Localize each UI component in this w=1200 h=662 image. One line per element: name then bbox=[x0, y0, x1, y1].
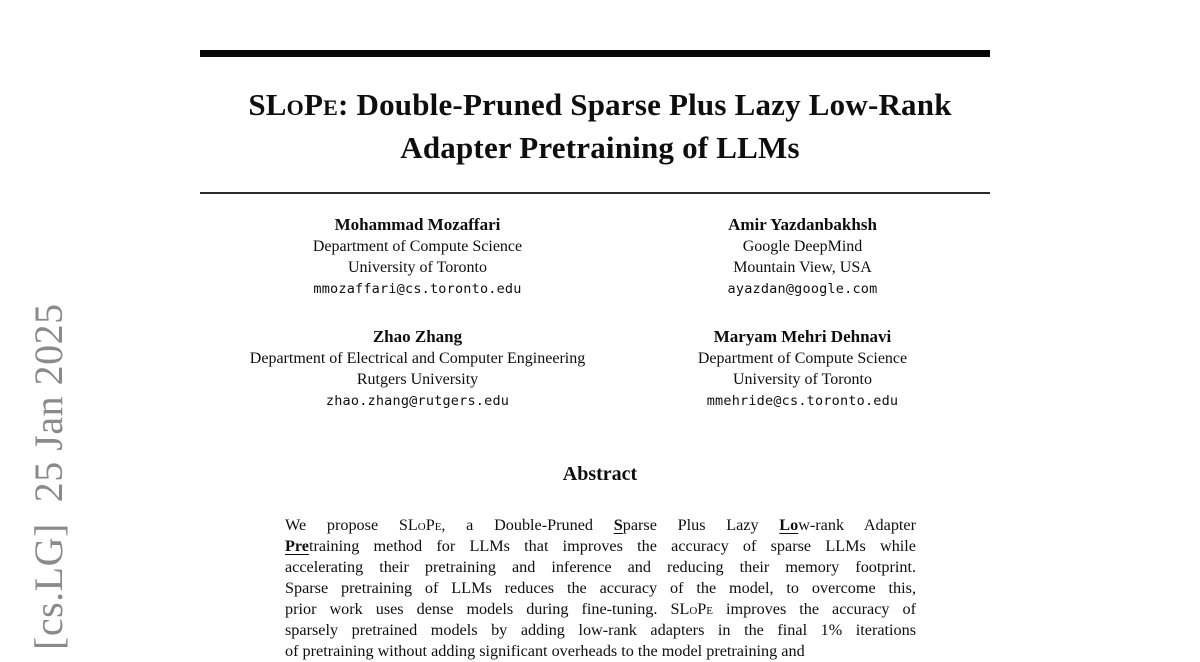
author-row-2 bbox=[225, 326, 995, 413]
author-email: mmozaffari@cs.toronto.edu bbox=[313, 281, 522, 297]
author-row-1 bbox=[225, 214, 995, 301]
abstract-line: Sparse pretraining of LLMs reduces the accuracy of the model, to overcome this, bbox=[285, 579, 916, 597]
author-affiliation: Department of Compute Science bbox=[697, 350, 908, 367]
author-affiliation: Google DeepMind bbox=[742, 238, 863, 255]
paper-title-line1: Double-Pruned Sparse Plus Lazy Low-Rank bbox=[348, 87, 952, 122]
abstract-text bbox=[285, 515, 916, 662]
arxiv-watermark: [cs.LG] 25 Jan 2025 bbox=[26, 303, 71, 650]
author-affiliation: Department of Compute Science bbox=[312, 238, 523, 255]
author-name: Maryam Mehri Dehnavi bbox=[713, 327, 892, 346]
author-name: Amir Yazdanbakhsh bbox=[728, 215, 877, 234]
author-institution: Mountain View, USA bbox=[733, 259, 872, 276]
author-institution: University of Toronto bbox=[732, 371, 872, 388]
abstract-line: sparsely pretrained models by adding low-rank adapters in the final 1% iterations bbox=[285, 621, 916, 639]
paper-title-line2: Adapter Pretraining of LLMs bbox=[400, 130, 800, 165]
author-yazdanbakhsh bbox=[610, 214, 995, 301]
author-block bbox=[225, 214, 995, 413]
paper-title bbox=[0, 83, 1200, 169]
abstract-heading: Abstract bbox=[562, 463, 638, 485]
title-rule bbox=[200, 192, 990, 194]
abstract-line: We propose SLoPe, a Double-Pruned Sparse Plus Lazy Low-rank Adapter bbox=[285, 516, 916, 534]
abstract-line: of pretraining without adding significant overheads to the model pretraining and bbox=[285, 642, 805, 660]
author-name: Zhao Zhang bbox=[372, 327, 463, 346]
author-name: Mohammad Mozaffari bbox=[334, 215, 501, 234]
paper-title-brand: SLoPe: bbox=[248, 87, 349, 122]
abstract-line: accelerating their pretraining and inference and reducing their memory footprint. bbox=[285, 558, 916, 576]
author-zhang bbox=[225, 326, 610, 413]
abstract-line: prior work uses dense models during fine-tuning. SLoPe improves the accuracy of bbox=[285, 600, 916, 618]
abstract-line: Pretraining method for LLMs that improves the accuracy of sparse LLMs while bbox=[285, 537, 916, 555]
author-email: zhao.zhang@rutgers.edu bbox=[325, 393, 510, 409]
author-affiliation: Department of Electrical and Computer Engineering bbox=[249, 350, 586, 367]
top-rule bbox=[200, 50, 990, 57]
author-institution: Rutgers University bbox=[356, 371, 479, 388]
author-dehnavi bbox=[610, 326, 995, 413]
author-institution: University of Toronto bbox=[347, 259, 487, 276]
author-email: mmehride@cs.toronto.edu bbox=[706, 393, 899, 409]
author-mozaffari bbox=[225, 214, 610, 301]
author-email: ayazdan@google.com bbox=[727, 281, 878, 297]
